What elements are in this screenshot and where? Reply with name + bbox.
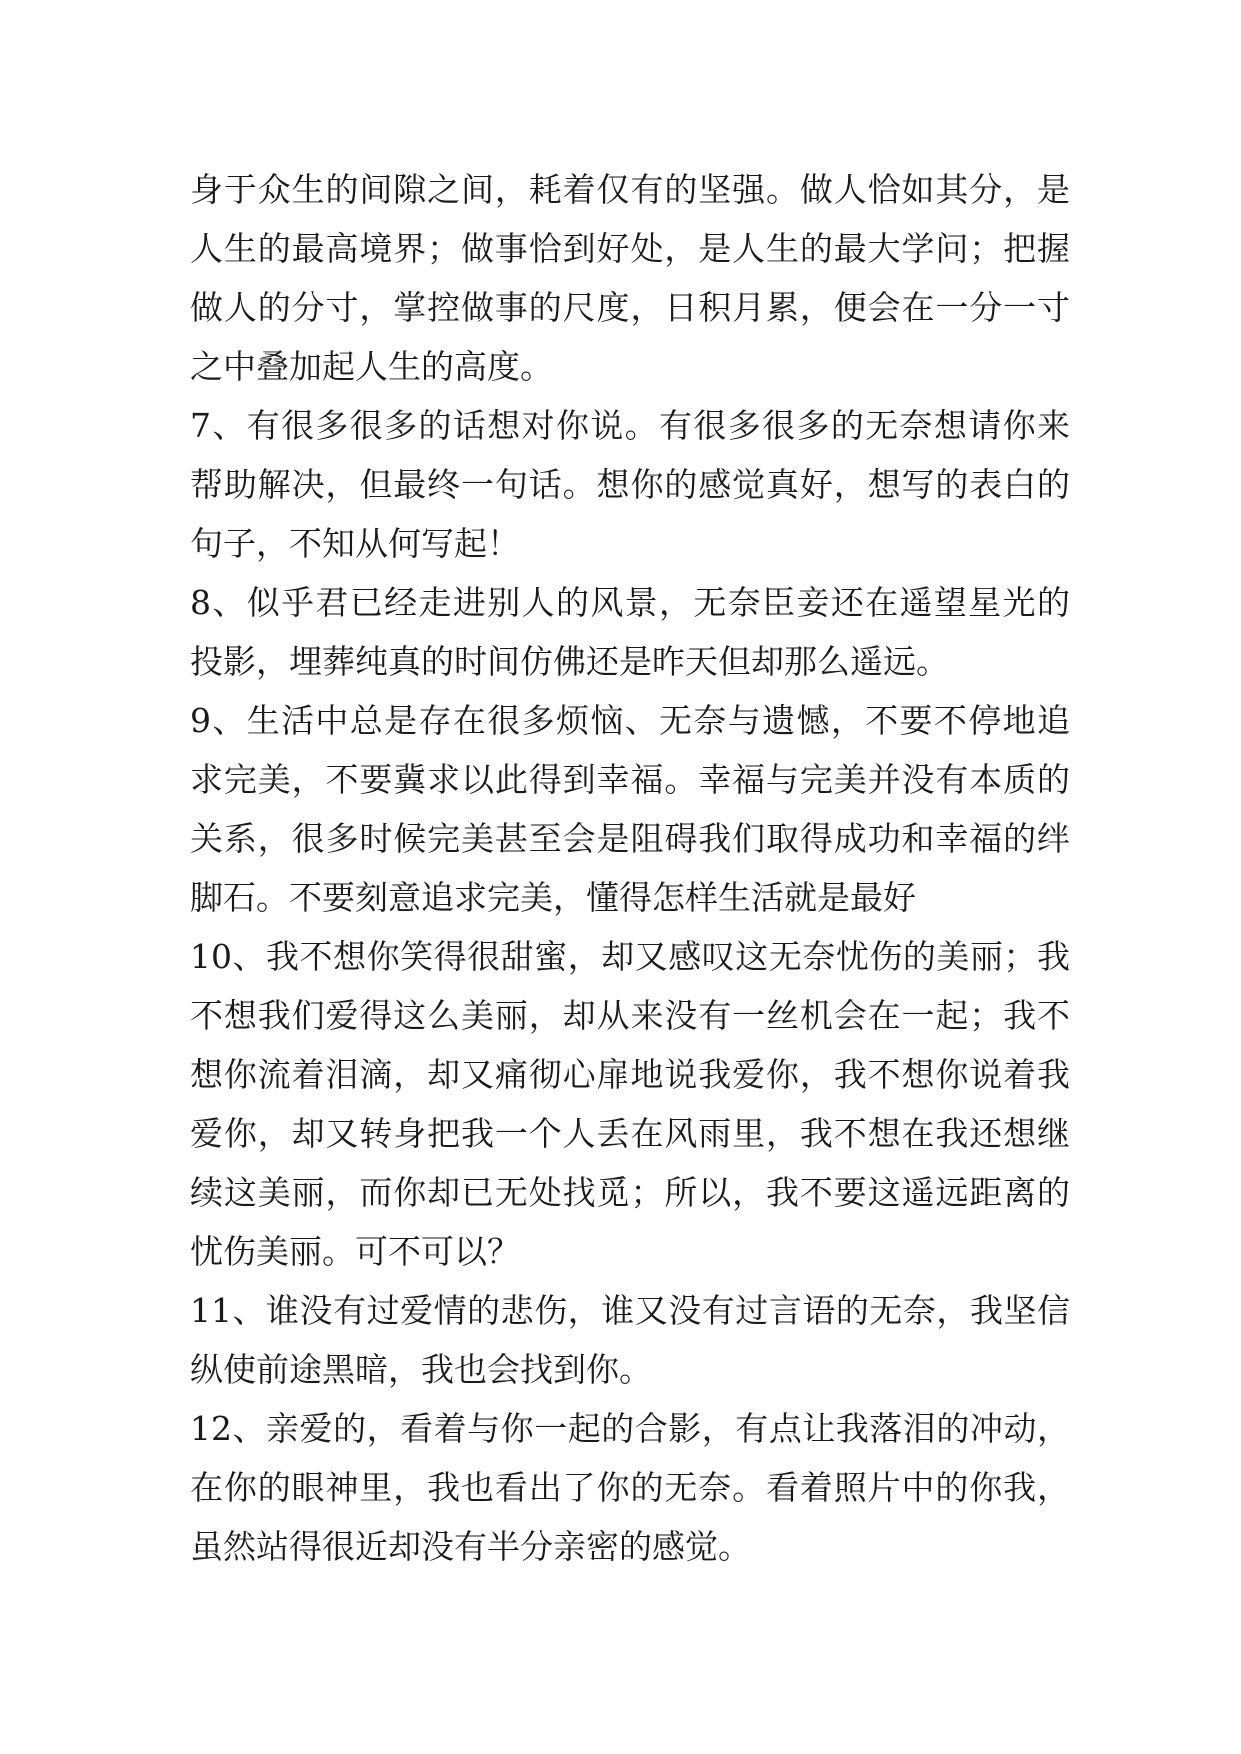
text-line: 续这美丽，而你却已无处找觅；所以，我不要这遥远距离的 [190,1173,1070,1212]
text-line: 人生的最高境界；做事恰到好处，是人生的最大学问；把握 [190,229,1070,268]
text-line: 10、我不想你笑得很甜蜜，却又感叹这无奈忧伤的美丽；我 [190,937,1070,976]
text-line: 12、亲爱的，看着与你一起的合影，有点让我落泪的冲动， [190,1409,1070,1448]
document-body [190,160,1070,1576]
text-line: 身于众生的间隙之间，耗着仅有的坚强。做人恰如其分，是 [190,170,1070,209]
text-line: 做人的分寸，掌控做事的尺度，日积月累，便会在一分一寸 [190,288,1070,327]
text-line: 之中叠加起人生的高度。 [190,347,553,386]
text-line: 想你流着泪滴，却又痛彻心扉地说我爱你，我不想你说着我 [190,1055,1070,1094]
text-line: 纵使前途黑暗，我也会找到你。 [190,1350,652,1389]
text-line: 不想我们爱得这么美丽，却从来没有一丝机会在一起；我不 [190,996,1070,1035]
text-line: 句子，不知从何写起！ [190,524,520,563]
text-line: 8、似乎君已经走进别人的风景，无奈臣妾还在遥望星光的 [190,583,1070,622]
text-line: 在你的眼神里，我也看出了你的无奈。看着照片中的你我， [190,1468,1070,1507]
text-line: 关系，很多时候完美甚至会是阻碍我们取得成功和幸福的绊 [190,819,1070,858]
text-line: 爱你，却又转身把我一个人丢在风雨里，我不想在我还想继 [190,1114,1070,1153]
text-line: 忧伤美丽。可不可以？ [190,1232,520,1271]
text-line: 9、生活中总是存在很多烦恼、无奈与遗憾，不要不停地追 [190,701,1070,740]
text-line: 虽然站得很近却没有半分亲密的感觉。 [190,1527,751,1566]
text-line: 投影，埋葬纯真的时间仿佛还是昨天但却那么遥远。 [190,642,949,681]
text-line: 11、谁没有过爱情的悲伤，谁又没有过言语的无奈，我坚信 [190,1291,1070,1330]
text-line: 脚石。不要刻意追求完美，懂得怎样生活就是最好 [190,878,916,917]
text-line: 求完美，不要冀求以此得到幸福。幸福与完美并没有本质的 [190,760,1070,799]
text-line: 7、有很多很多的话想对你说。有很多很多的无奈想请你来 [190,406,1070,445]
text-line: 帮助解决，但最终一句话。想你的感觉真好，想写的表白的 [190,465,1070,504]
